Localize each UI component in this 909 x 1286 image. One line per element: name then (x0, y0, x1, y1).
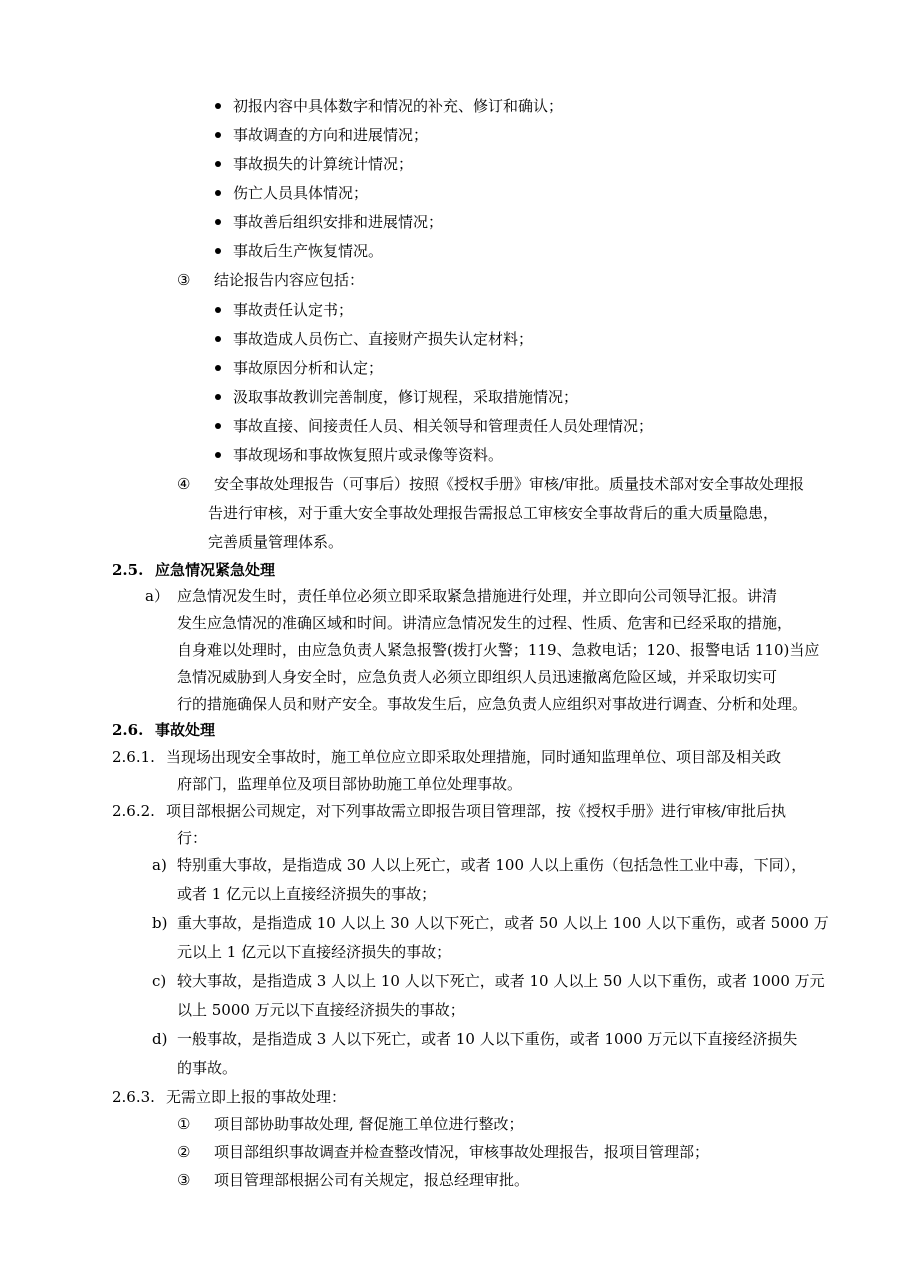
paragraph-line: 重大事故，是指造成 10 人以上 30 人以下死亡，或者 50 人以上 100 人以下重伤，或者 5000 万 (177, 914, 829, 932)
paragraph-line: 或者 1 亿元以上直接经济损失的事故； (177, 885, 437, 903)
bullet-item: 事故后生产恢复情况。 (233, 242, 384, 260)
bullet-dot (215, 336, 221, 342)
bullet-item: 事故原因分析和认定； (233, 359, 384, 377)
bullet-item: 事故责任认定书； (233, 301, 354, 319)
section-number: 2.6. (112, 721, 144, 739)
paragraph-line: 应急情况发生时，责任单位必须立即采取紧急措施进行处理，并立即向公司领导汇报。讲清 (177, 587, 778, 605)
section-number: 2.5. (112, 561, 144, 579)
bullet-item: 事故善后组织安排和进展情况； (233, 213, 444, 231)
paragraph-line: 府部门，监理单位及项目部协助施工单位处理事故。 (177, 775, 523, 793)
paragraph-line: 安全事故处理报告（可事后）按照《授权手册》审核/审批。质量技术部对安全事故处理报 (214, 475, 805, 493)
bullet-dot (215, 161, 221, 167)
paragraph-line: 以上 5000 万元以下直接经济损失的事故； (177, 1001, 465, 1019)
paragraph-line: 项目部组织事故调查并检查整改情况，审核事故处理报告，报项目管理部； (214, 1143, 710, 1161)
paragraph-line: 当现场出现安全事故时，施工单位应立即采取处理措施，同时通知监理单位、项目部及相关政 (166, 748, 782, 766)
bullet-dot (215, 190, 221, 196)
paragraph-line: 特别重大事故，是指造成 30 人以上死亡，或者 100 人以上重伤（包括急性工业中毒，下同）， (177, 856, 807, 874)
paragraph-line: 一般事故，是指造成 3 人以下死亡，或者 10 人以下重伤，或者 1000 万元以下直接经济损失 (177, 1030, 798, 1048)
section-title: 应急情况紧急处理 (155, 561, 276, 579)
circled-number-marker: ③ (177, 1171, 191, 1189)
bullet-dot (215, 132, 221, 138)
bullet-dot (215, 248, 221, 254)
paragraph-line: 项目管理部根据公司有关规定，报总经理审批。 (214, 1171, 530, 1189)
paragraph-line: 完善质量管理体系。 (208, 533, 344, 551)
bullet-dot (215, 219, 221, 225)
paragraph-line: 元以上 1 亿元以下直接经济损失的事故； (177, 943, 452, 961)
circled-number-marker: ① (177, 1115, 191, 1133)
bullet-dot (215, 394, 221, 400)
bullet-item: 事故造成人员伤亡、直接财产损失认定材料； (233, 330, 534, 348)
bullet-item: 初报内容中具体数字和情况的补充、修订和确认； (233, 97, 564, 115)
circled-number-marker: ③ (177, 271, 191, 289)
list-marker: a) (152, 856, 167, 874)
bullet-item: 事故直接、间接责任人员、相关领导和管理责任人员处理情况； (233, 417, 654, 435)
list-marker: a） (145, 587, 169, 605)
list-marker: c) (152, 972, 167, 990)
paragraph-line: 行的措施确保人员和财产安全。事故发生后，应急负责人应组织对事故进行调查、分析和处理。 (177, 695, 808, 713)
paragraph-line: 行： (177, 829, 208, 847)
bullet-item: 伤亡人员具体情况； (233, 184, 369, 202)
paragraph-line: 的事故。 (177, 1059, 238, 1077)
bullet-item: 汲取事故教训完善制度，修订规程，采取措施情况； (233, 388, 579, 406)
paragraph-line: 告进行审核，对于重大安全事故处理报告需报总工审核安全事故背后的重大质量隐患， (208, 504, 779, 522)
list-marker: d) (152, 1030, 168, 1048)
subsection-number: 2.6.3. (112, 1088, 155, 1106)
subsection-number: 2.6.2. (112, 802, 155, 820)
bullet-dot (215, 103, 221, 109)
paragraph-line: 急情况威胁到人身安全时，应急负责人必须立即组织人员迅速撤离危险区域，并采取切实可 (177, 668, 778, 686)
paragraph-line: 自身难以处理时，由应急负责人紧急报警(拨打火警；119、急救电话；120、报警电话 110)当应 (177, 641, 820, 659)
bullet-dot (215, 307, 221, 313)
subsection-number: 2.6.1. (112, 748, 155, 766)
paragraph-line: 较大事故，是指造成 3 人以上 10 人以下死亡，或者 10 人以上 50 人以下重伤，或者 1000 万元 (177, 972, 825, 990)
paragraph-line: 无需立即上报的事故处理： (166, 1088, 347, 1106)
bullet-item: 事故现场和事故恢复照片或录像等资料。 (233, 446, 504, 464)
paragraph-line: 项目部协助事故处理, 督促施工单位进行整改； (214, 1115, 524, 1133)
paragraph-line: 项目部根据公司规定，对下列事故需立即报告项目管理部，按《授权手册》进行审核/审批后执 (166, 802, 787, 820)
bullet-item: 事故调查的方向和进展情况； (233, 126, 429, 144)
section-title: 事故处理 (155, 721, 216, 739)
bullet-dot (215, 365, 221, 371)
bullet-item: 事故损失的计算统计情况； (233, 155, 414, 173)
bullet-dot (215, 452, 221, 458)
list-marker: b) (152, 914, 168, 932)
paragraph-line: 发生应急情况的准确区域和时间。讲清应急情况发生的过程、性质、危害和已经采取的措施， (177, 614, 793, 632)
circled-number-marker: ④ (177, 475, 191, 493)
item-heading: 结论报告内容应包括： (214, 271, 365, 289)
circled-number-marker: ② (177, 1143, 191, 1161)
bullet-dot (215, 423, 221, 429)
